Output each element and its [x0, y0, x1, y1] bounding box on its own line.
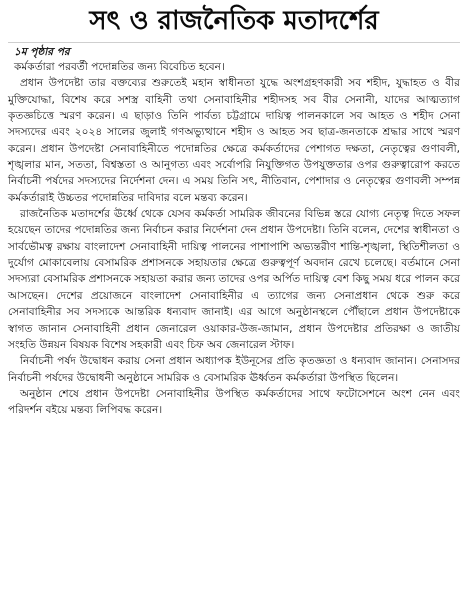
article-body — [8, 59, 460, 419]
continued-from-label: ১ম পৃষ্ঠার পর — [14, 46, 70, 58]
article-headline: সৎ ও রাজনৈতিক মতাদর্শের — [8, 4, 460, 43]
article-paragraph-2: প্রধান উপদেষ্টা তার বক্তব্যের শুরুতেই মহান স্বাধীনতা যুদ্ধে অংশগ্রহণকারী সব শহীদ, যুদ্ধাহত ও বীর মুক্তিযোদ্ধা, বিশেষ করে সশস্ত্র বাহিনী তথা সেনাবাহিনীর শহীদসহ সব বীর সেনানী, যাদের আত্মত্যাগ কৃতজ্ঞচিত্তে স্মরণ করেন। এ ছাড়াও তিনি পার্বত্য চট্টগ্রামে দায়িত্ব পালনকালে সব আহত ও শহীদ সেনা সদস্যদের এবং ২০২৪ সালের জুলাই গণঅভ্যুত্থানে শহীদ ও আহত সব ছাত্র-জনতাকে শ্রদ্ধার সাথে স্মরণ করেন। প্রধান উপদেষ্টা সেনাবাহিনীতে পদোন্নতির ক্ষেত্রে কর্মকর্তাদের পেশাগত দক্ষতা, নেতৃত্বের গুণাবলী, শৃঙ্খলার মান, সততা, বিশ্বস্ততা ও আনুগত্য এবং সর্বোপরি নিযুক্তিগত উপযুক্ততার ওপর গুরুত্বারোপ করতে নির্বাচনী পর্ষদের সদস্যদের নির্দেশনা দেন। এ সময় তিনি সৎ, নীতিবান, পেশাদার ও নেতৃত্বের গুণাবলী সম্পন্ন কর্মকর্তারাই উচ্চতর পদোন্নতির দাবিদার বলে মন্তব্য করেন। — [8, 77, 460, 204]
article-paragraph-3: রাজনৈতিক মতাদর্শের ঊর্ধ্বে থেকে যেসব কর্মকর্তা সামরিক জীবনের বিভিন্ন স্তরে যোগ্য নেতৃত্ব দিতে সফল হয়েছেন তাদের পদোন্নতির জন্য নির্বাচন করার নির্দেশনা দেন প্রধান উপদেষ্টা। তিনি বলেন, দেশের স্বাধীনতা ও সার্বভৌমত্ব রক্ষায় বাংলাদেশ সেনাবাহিনী দায়িত্ব পালনের পাশাপাশি অভ্যন্তরীণ শান্তি-শৃঙ্খলা, স্থিতিশীলতা ও দুর্যোগ মোকাবেলায় বেসামরিক প্রশাসনকে সহায়তার ক্ষেত্রে গুরুত্বপূর্ণ অবদান রেখে চলেছে। বর্তমানে সেনা সদস্যরা বেসামরিক প্রশাসনকে সহায়তা করার জন্য তাদের ওপর অর্পিত দায়িত্ব বেশ কিছু সময় ধরে পালন করে আসছেন। দেশের প্রয়োজনে বাংলাদেশ সেনাবাহিনীর এ ত্যাগের জন্য সেনাপ্রধান থেকে শুরু করে সেনাবাহিনীর সব সদস্যকে আন্তরিক ধন্যবাদ জানাই। এর আগে অনুষ্ঠানস্থলে পৌঁছালে প্রধান উপদেষ্টাকে স্বাগত জানান সেনাবাহিনী প্রধান জেনারেল ওয়াকার-উজ-জামান, প্রধান উপদেষ্টার প্রতিরক্ষা ও জাতীয় সংহতি উন্নয়ন বিষয়ক বিশেষ সহকারী এবং চিফ অব জেনারেল স্টাফ। — [8, 208, 460, 351]
article-paragraph-5: অনুষ্ঠান শেষে প্রধান উপদেষ্টা সেনাবাহিনীর উপস্থিত কর্মকর্তাদের সাথে ফটোসেশনে অংশ নেন এবং পরিদর্শন বইয়ে মন্তব্য লিপিবদ্ধ করেন। — [8, 387, 460, 417]
article-paragraph-1: কর্মকর্তারা পরবর্তী পদোন্নতির জন্য বিবেচিত হবেন। — [14, 61, 225, 73]
article-paragraph-4: নির্বাচনী পর্ষদ উদ্বোধন করায় সেনা প্রধান অধ্যাপক ইউনূসের প্রতি কৃতজ্ঞতা ও ধন্যবাদ জানান। সেনাসদর নির্বাচনী পর্ষদের উদ্বোধনী অনুষ্ঠানে সামরিক ও বেসামরিক ঊর্ধ্বতন কর্মকর্তারা উপস্থিত ছিলেন। — [8, 355, 460, 384]
